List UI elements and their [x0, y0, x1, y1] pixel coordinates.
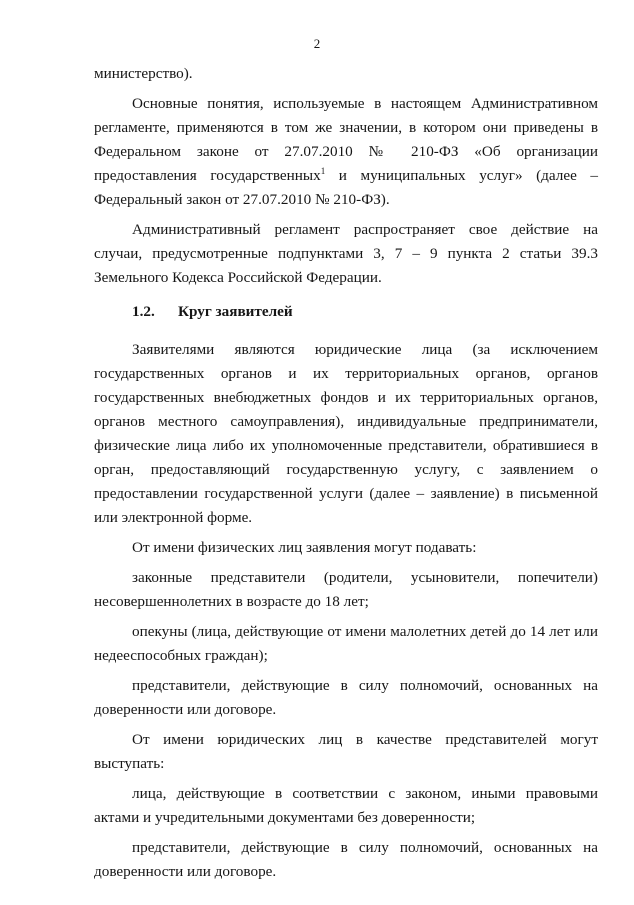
page-number: 2	[313, 36, 321, 51]
paragraph: От имени физических лиц заявления могут подавать:	[132, 539, 477, 556]
paragraph: представители, действующие в силу полномочий, основанных на доверенности или договоре.	[94, 839, 598, 880]
section-heading	[94, 300, 598, 324]
paragraph: законные представители (родители, усыновители, попечители) несовершеннолетних в возрасте до 18 лет;	[94, 569, 598, 610]
paragraph-scope: Административный регламент распространяет свое действие на случаи, предусмотренные подпунктами 3, 7 – 9 пункта 2 статьи 39.3 Земельного Кодекса Российской Федерации.	[94, 221, 598, 286]
section-number: 1.2.	[132, 303, 155, 320]
section-title: Круг заявителей	[178, 303, 293, 320]
paragraph: лица, действующие в соответствии с законом, иными правовыми актами и учредительными документами без доверенности;	[94, 785, 598, 826]
paragraph: Заявителями являются юридические лица (за исключением государственных органов и их территориальных органов, органов государственных внебюджетных фондов и их территориальных органов, органов местного самоуправления), индивидуальные предприниматели, физические лица либо их уполномоченные представители, обратившиеся в орган, предоставляющий государственную услугу, с заявлением о предоставлении государственной услуги (далее – заявление) в письменной или электронной форме.	[94, 341, 598, 526]
paragraph-text: Основные понятия, используемые в настоящем Административном регламенте, применяются в том же значении, в котором они приведены в Федеральном законе от 27.07.2010 № 210-ФЗ «Об организации предоставления государственных	[94, 95, 598, 184]
paragraph: опекуны (лица, действующие от имени малолетних детей до 14 лет или недееспособных граждан);	[94, 623, 598, 664]
document-body	[94, 62, 598, 890]
paragraph-definitions	[94, 92, 598, 212]
footnote-marker: 1	[320, 165, 326, 176]
paragraph: представители, действующие в силу полномочий, основанных на доверенности или договоре.	[94, 677, 598, 718]
paragraph-text-suffix: и муниципальных услуг» (далее – Федеральный закон от 27.07.2010 № 210-ФЗ).	[94, 167, 599, 208]
paragraph: министерство).	[94, 65, 193, 82]
paragraph: От имени юридических лиц в качестве представителей могут выступать:	[94, 731, 598, 772]
